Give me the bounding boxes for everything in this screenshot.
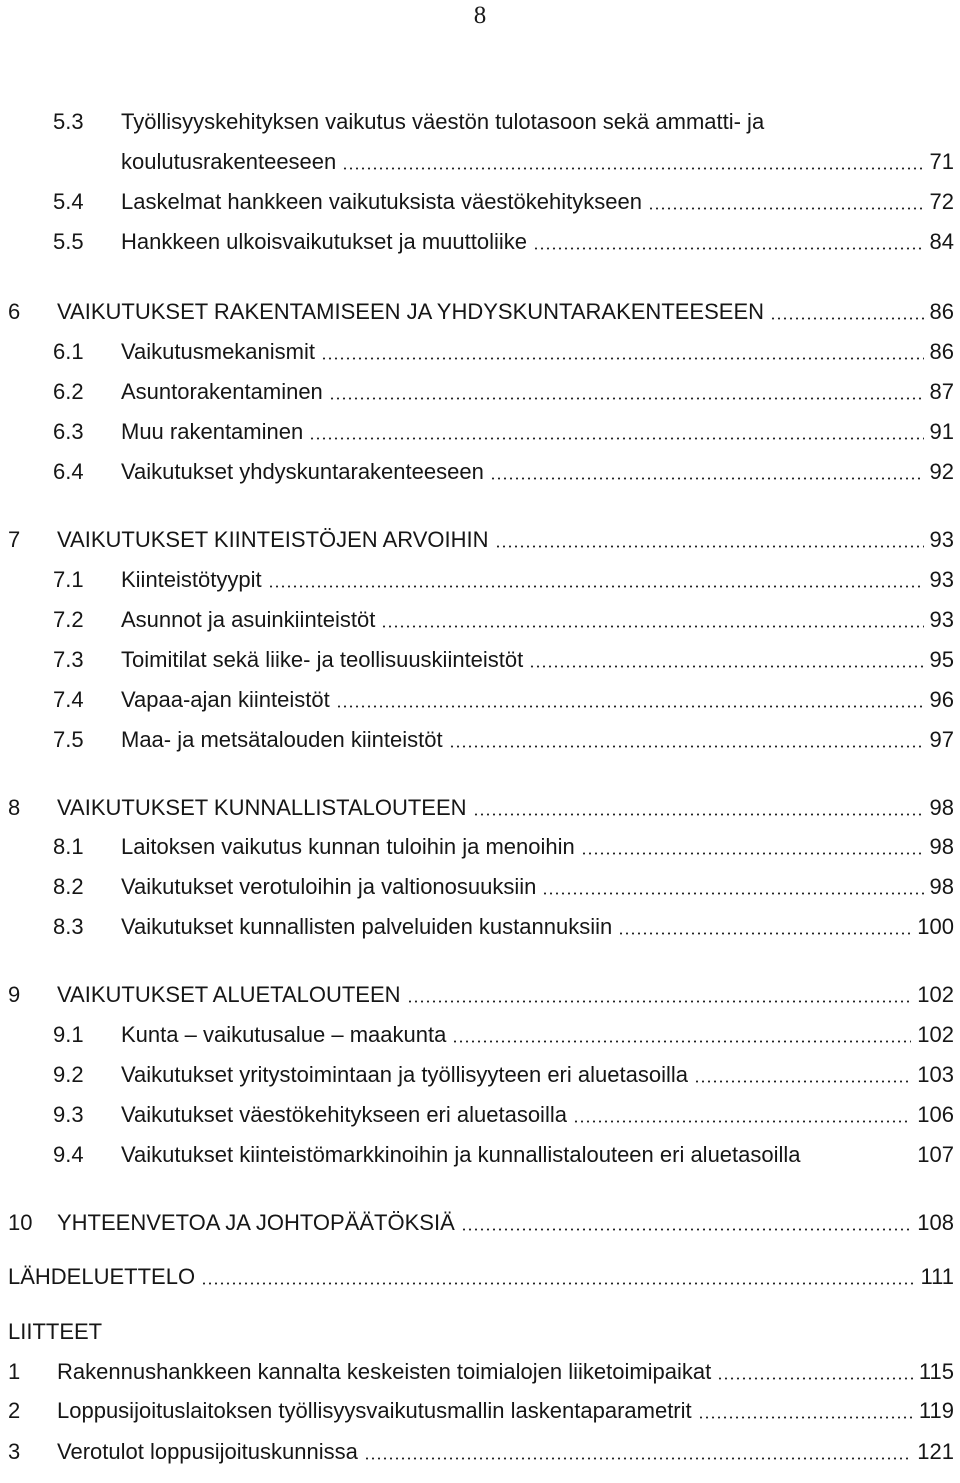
toc-entry-page: 98 <box>924 871 954 903</box>
toc-entry-number: 7.1 <box>53 567 84 592</box>
toc-entry-page: 111 <box>915 1261 954 1293</box>
toc-entry-title: Vaikutukset yhdyskuntarakenteeseen <box>121 456 490 488</box>
toc-entry-page: 96 <box>924 684 954 716</box>
toc-entry-title: Asunnot ja asuinkiinteistöt <box>121 604 381 636</box>
toc-entry-number: 6.1 <box>53 339 84 364</box>
page-number: 8 <box>473 2 487 29</box>
toc-entry <box>0 1395 960 1427</box>
toc-entry <box>0 524 960 556</box>
dot-leader <box>473 792 924 824</box>
toc-entry-page: 107 <box>911 1139 954 1171</box>
toc-entry-page: 71 <box>924 146 954 178</box>
toc-entry-title: Rakennushankkeen kannalta keskeisten toimialojen liiketoimipaikat <box>57 1356 717 1388</box>
toc-entry <box>0 146 960 178</box>
dot-leader <box>529 644 924 676</box>
toc-entry-page: 72 <box>924 186 954 218</box>
dot-leader <box>717 1356 913 1388</box>
toc-entry <box>0 376 960 408</box>
toc-entry-title: Kiinteistötyypit <box>121 564 268 596</box>
toc-entry-number: 7 <box>8 527 21 552</box>
toc-entry <box>0 831 960 863</box>
toc-entry <box>0 564 960 596</box>
dot-leader <box>694 1059 911 1091</box>
toc-entry-title: Verotulot loppusijoituskunnissa <box>57 1436 364 1468</box>
toc-entry <box>0 336 960 368</box>
toc-entry-title: LIITTEET <box>8 1316 108 1348</box>
dot-leader <box>407 979 911 1011</box>
toc-entry <box>0 186 960 218</box>
dot-leader <box>321 336 924 368</box>
toc-entry-title: Asuntorakentaminen <box>121 376 329 408</box>
dot-leader <box>329 376 924 408</box>
dot-leader <box>770 296 924 328</box>
toc-entry <box>0 724 960 756</box>
toc-entry <box>0 106 960 138</box>
toc-entry-number: 9 <box>8 982 21 1007</box>
toc-entry-number: 8.3 <box>53 914 84 939</box>
toc-entry-title: Kunta – vaikutusalue – maakunta <box>121 1019 452 1051</box>
toc-entry-page: 102 <box>911 979 954 1011</box>
toc-entry-number: 6 <box>8 299 21 324</box>
dot-leader <box>201 1261 915 1293</box>
toc-entry <box>0 871 960 903</box>
toc-entry <box>0 226 960 258</box>
toc-entry-title: Laskelmat hankkeen vaikutuksista väestökehitykseen <box>121 186 648 218</box>
toc-entry-number: 6.2 <box>53 379 84 404</box>
toc-entry <box>0 1436 960 1468</box>
toc-entry-page: 93 <box>924 564 954 596</box>
toc-entry-number: 7.3 <box>53 647 84 672</box>
dot-leader <box>336 684 924 716</box>
dot-leader <box>573 1099 911 1131</box>
toc-entry <box>0 296 960 328</box>
dot-leader <box>452 1019 911 1051</box>
dot-leader <box>342 146 924 178</box>
toc-entry-number: 3 <box>8 1439 21 1464</box>
toc-entry-title: VAIKUTUKSET KIINTEISTÖJEN ARVOIHIN <box>57 524 495 556</box>
toc-entry-page: 95 <box>924 644 954 676</box>
dot-leader <box>533 226 924 258</box>
toc-entry-title: Vaikutukset väestökehitykseen eri aluetasoilla <box>121 1099 573 1131</box>
dot-leader <box>648 186 924 218</box>
toc-entry <box>0 1019 960 1051</box>
toc-entry-number: 9.4 <box>53 1142 84 1167</box>
toc-entry-number: 7.5 <box>53 727 84 752</box>
toc-entry <box>0 911 960 943</box>
toc-entry <box>0 979 960 1011</box>
toc-entry <box>0 416 960 448</box>
dot-leader <box>495 524 924 556</box>
toc-entry <box>0 1059 960 1091</box>
toc-entry <box>0 1207 960 1239</box>
toc-entry-number: 5.4 <box>53 189 84 214</box>
toc-entry-page: 93 <box>924 524 954 556</box>
toc-entry-title: Muu rakentaminen <box>121 416 309 448</box>
toc-entry-page: 86 <box>924 296 954 328</box>
toc-entry-number: 8.1 <box>53 834 84 859</box>
toc-entry-title: Vapaa-ajan kiinteistöt <box>121 684 336 716</box>
toc-entry-number: 2 <box>8 1398 21 1423</box>
toc-entry-page: 115 <box>913 1356 954 1388</box>
toc-entry-page: 84 <box>924 226 954 258</box>
toc-entry-page: 100 <box>911 911 954 943</box>
toc-entry-page: 93 <box>924 604 954 636</box>
toc-entry <box>0 684 960 716</box>
toc-entry-number: 9.2 <box>53 1062 84 1087</box>
toc-entry-page: 121 <box>911 1436 954 1468</box>
toc-entry-page: 102 <box>911 1019 954 1051</box>
toc-entry-title: Vaikutukset yritystoimintaan ja työllisyyteen eri aluetasoilla <box>121 1059 694 1091</box>
dot-leader <box>268 564 924 596</box>
toc-entry-number: 8.2 <box>53 874 84 899</box>
toc-entry-title: Toimitilat sekä liike- ja teollisuuskiinteistöt <box>121 644 529 676</box>
dot-leader <box>490 456 924 488</box>
toc-entry-title: Vaikutukset kunnallisten palveluiden kustannuksiin <box>121 911 618 943</box>
toc-entry-title: Työllisyyskehityksen vaikutus väestön tulotasoon sekä ammatti- ja <box>121 106 770 138</box>
toc-entry-title: Loppusijoituslaitoksen työllisyysvaikutusmallin laskentaparametrit <box>57 1395 698 1427</box>
toc-entry <box>0 644 960 676</box>
toc-entry-title: Vaikutusmekanismit <box>121 336 321 368</box>
toc-entry <box>0 456 960 488</box>
toc-entry-number: 6.3 <box>53 419 84 444</box>
toc-entry-title: VAIKUTUKSET KUNNALLISTALOUTEEN <box>57 792 473 824</box>
toc-entry-number: 7.4 <box>53 687 84 712</box>
dot-leader <box>364 1436 911 1468</box>
dot-leader <box>461 1207 911 1239</box>
toc-entry-title: Vaikutukset verotuloihin ja valtionosuuksiin <box>121 871 542 903</box>
toc-entry <box>0 792 960 824</box>
toc-entry-page: 91 <box>924 416 954 448</box>
toc-entry-page: 98 <box>924 792 954 824</box>
toc-entry <box>0 604 960 636</box>
toc-entry-number: 5.3 <box>53 109 84 134</box>
dot-leader <box>698 1395 913 1427</box>
dot-leader <box>449 724 924 756</box>
toc-entry <box>0 1139 960 1171</box>
dot-leader <box>581 831 924 863</box>
dot-leader <box>618 911 911 943</box>
toc-entry <box>0 1099 960 1131</box>
toc-entry-title: Hankkeen ulkoisvaikutukset ja muuttoliike <box>121 226 533 258</box>
toc-entry-page: 97 <box>924 724 954 756</box>
toc-entry-title: koulutusrakenteeseen <box>121 146 342 178</box>
toc-entry-number: 5.5 <box>53 229 84 254</box>
toc-entry-title: VAIKUTUKSET RAKENTAMISEEN JA YHDYSKUNTARAKENTEESEEN <box>57 296 770 328</box>
toc-entry-number: 1 <box>8 1359 21 1384</box>
toc-entry-page: 119 <box>913 1395 954 1427</box>
toc-entry-page: 108 <box>911 1207 954 1239</box>
toc-entry-page: 103 <box>911 1059 954 1091</box>
toc-entry-number: 7.2 <box>53 607 84 632</box>
toc-entry-number: 9.3 <box>53 1102 84 1127</box>
toc-entry-title: Laitoksen vaikutus kunnan tuloihin ja menoihin <box>121 831 581 863</box>
toc-entry-number: 6.4 <box>53 459 84 484</box>
toc-entry-page: 106 <box>911 1099 954 1131</box>
toc-entry <box>0 1356 960 1388</box>
toc-entry-title: Vaikutukset kiinteistömarkkinoihin ja kunnallistalouteen eri aluetasoilla <box>121 1139 807 1171</box>
toc-entry-number: 9.1 <box>53 1022 84 1047</box>
toc-entry <box>0 1316 960 1348</box>
toc-entry-number: 10 <box>8 1210 33 1235</box>
toc-entry <box>0 1261 960 1293</box>
toc-entry-number: 8 <box>8 795 21 820</box>
dot-leader <box>309 416 924 448</box>
toc-entry-title: LÄHDELUETTELO <box>8 1261 201 1293</box>
toc-entry-page: 86 <box>924 336 954 368</box>
toc-entry-title: VAIKUTUKSET ALUETALOUTEEN <box>57 979 407 1011</box>
toc-entry-title: Maa- ja metsätalouden kiinteistöt <box>121 724 449 756</box>
dot-leader <box>542 871 924 903</box>
toc-entry-page: 98 <box>924 831 954 863</box>
toc-entry-page: 87 <box>924 376 954 408</box>
toc-entry-page: 92 <box>924 456 954 488</box>
dot-leader <box>381 604 924 636</box>
toc-entry-title: YHTEENVETOA JA JOHTOPÄÄTÖKSIÄ <box>57 1207 461 1239</box>
